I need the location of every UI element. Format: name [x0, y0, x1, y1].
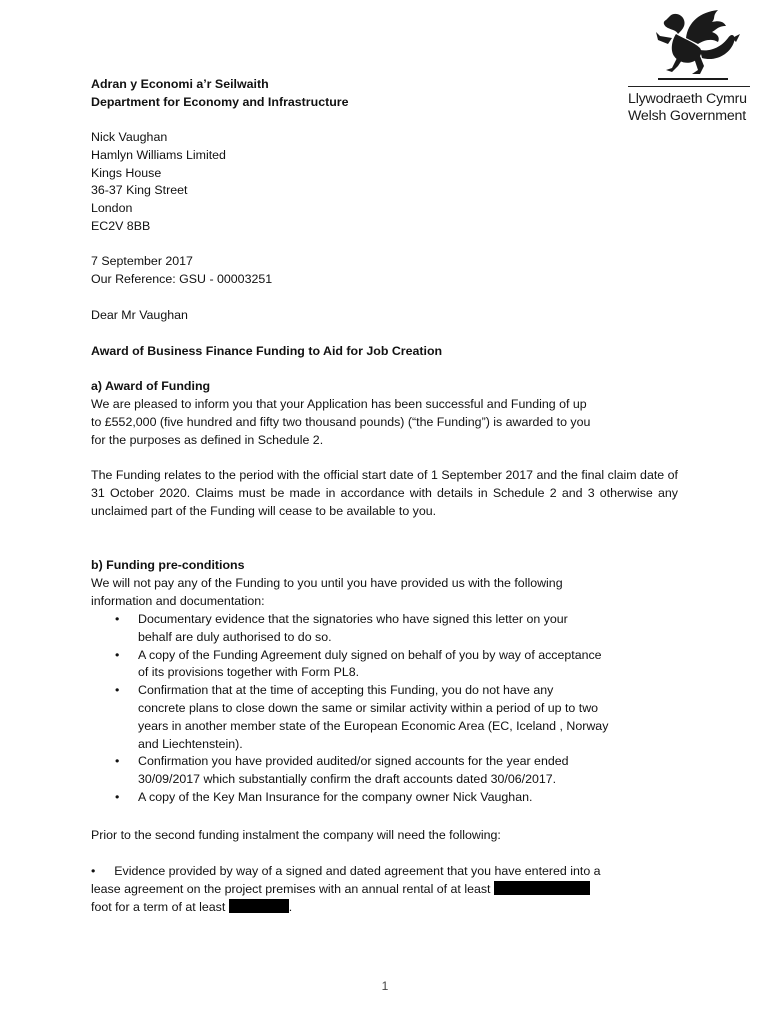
dragon-icon	[642, 8, 742, 84]
list-item-line: Confirmation that at the time of accepting this Funding, you do not have any	[138, 683, 554, 698]
paragraph-line: We will not pay any of the Funding to you until you have provided us with the following	[91, 576, 563, 590]
recipient-address	[91, 129, 226, 236]
list-item	[91, 647, 691, 683]
address-line: Kings House	[91, 165, 162, 180]
list-item-line: A copy of the Key Man Insurance for the company owner Nick Vaughan.	[138, 789, 533, 804]
bullet: •	[115, 789, 120, 804]
list-item-line: Documentary evidence that the signatories who have signed this letter on your	[138, 612, 568, 626]
second-instalment-intro: Prior to the second funding instalment the company will need the following:	[91, 828, 501, 842]
address-line: 36-37 King Street	[91, 183, 188, 198]
preconditions-list	[91, 611, 691, 807]
section-b-heading: b) Funding pre-conditions	[91, 558, 245, 572]
list-item	[91, 611, 691, 647]
list-item-line	[91, 881, 691, 899]
list-item-text: .	[288, 899, 293, 914]
second-instalment-item	[91, 863, 691, 916]
list-item	[91, 682, 691, 753]
redaction-box	[494, 881, 590, 895]
logo-divider	[628, 86, 750, 87]
letter-subject: Award of Business Finance Funding to Aid for Job Creation	[91, 344, 443, 358]
list-item-line: concrete plans to close down the same or similar activity within a period of up to two	[138, 700, 599, 715]
list-item-line: years in another member state of the European Economic Area (EC, Iceland , Norway	[138, 718, 609, 733]
letter-date: 7 September 2017	[91, 254, 193, 268]
list-item-text: foot for a term of at least	[91, 899, 226, 914]
list-item	[91, 789, 691, 807]
bullet: •	[91, 864, 96, 878]
paragraph-line: We are pleased to inform you that your Application has been successful and Funding of up	[91, 397, 587, 411]
section-a-paragraph-2: The Funding relates to the period with the official start date of 1 September 2017 and the final claim date of 31 October 2020. Claims must be made in accordance with details in Schedule 2 and 3 otherwise any unclaimed part of the Funding will cease to be available to you.	[91, 468, 678, 518]
list-item-line: A copy of the Funding Agreement duly signed on behalf of you by way of acceptance	[138, 647, 602, 662]
redaction-box	[229, 899, 289, 913]
logo-welsh-name: Llywodraeth Cymru	[628, 91, 747, 108]
list-item-line	[91, 863, 691, 881]
list-item-line	[91, 899, 691, 917]
section-a-heading: a) Award of Funding	[91, 379, 211, 393]
list-item-line: of its provisions together with Form PL8.	[138, 665, 360, 680]
list-item	[91, 753, 691, 789]
logo-english-name: Welsh Government	[628, 107, 746, 124]
paragraph-line: information and documentation:	[91, 593, 265, 608]
address-line: Hamlyn Williams Limited	[91, 147, 226, 162]
bullet: •	[115, 754, 120, 769]
paragraph-line: to £552,000 (five hundred and fifty two thousand pounds) (“the Funding”) is awarded to you	[91, 414, 591, 429]
salutation: Dear Mr Vaughan	[91, 308, 188, 322]
list-item-line: 30/09/2017 which substantially confirm the draft accounts dated 30/06/2017.	[138, 772, 557, 787]
welsh-government-logo	[628, 8, 758, 124]
address-line: Nick Vaughan	[91, 130, 168, 144]
list-item-text: lease agreement on the project premises with an annual rental of at least	[91, 881, 491, 896]
list-item-line: and Liechtenstein).	[138, 736, 243, 751]
list-item-line: Confirmation you have provided audited/or signed accounts for the year ended	[138, 754, 569, 769]
address-line: EC2V 8BB	[91, 218, 151, 233]
department-english: Department for Economy and Infrastructure	[91, 95, 349, 109]
department-welsh: Adran y Economi a’r Seilwaith	[91, 77, 269, 91]
list-item-line: behalf are duly authorised to do so.	[138, 629, 332, 644]
reference-number: Our Reference: GSU - 00003251	[91, 272, 273, 286]
paragraph-line: for the purposes as defined in Schedule 2.	[91, 432, 324, 447]
bullet: •	[115, 683, 120, 698]
section-a-paragraph-1	[91, 396, 691, 449]
page-number: 1	[381, 979, 389, 993]
bullet: •	[115, 647, 120, 662]
address-line: London	[91, 201, 133, 216]
bullet: •	[115, 612, 120, 626]
section-b-intro	[91, 575, 691, 611]
list-item-text: Evidence provided by way of a signed and dated agreement that you have entered into a	[114, 864, 601, 878]
